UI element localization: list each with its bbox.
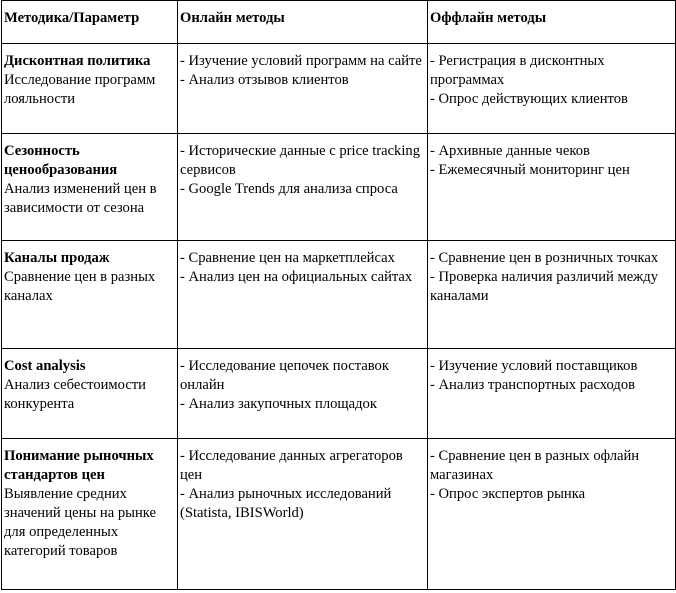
- online-methods-cell: [178, 439, 428, 590]
- header-online-methods: Онлайн методы: [178, 1, 428, 44]
- parameter-title: Сезонность ценообразования: [4, 143, 118, 178]
- online-method-item: - Исторические данные с price tracking сервисов: [180, 143, 421, 178]
- online-method-item: - Анализ рыночных исследований (Statista, IBISWorld): [180, 486, 392, 521]
- parameter-description: Выявление средних значений цены на рынке для определенных категорий товаров: [4, 486, 156, 559]
- offline-method-item: - Проверка наличия различий между каналами: [430, 269, 658, 304]
- parameter-description: Сравнение цен в разных каналах: [4, 269, 156, 304]
- online-method-item: - Изучение условий программ на сайте: [180, 53, 422, 69]
- online-methods-cell: [178, 44, 428, 134]
- parameter-title: Дисконтная политика: [4, 53, 151, 69]
- table-row: [2, 349, 676, 439]
- online-method-item: - Анализ закупочных площадок: [180, 396, 377, 412]
- parameter-cell: [2, 439, 178, 590]
- table-header-row: [2, 1, 676, 44]
- parameter-description: Анализ изменений цен в зависимости от сезона: [4, 181, 157, 216]
- online-method-item: - Google Trends для анализа спроса: [180, 181, 398, 197]
- parameter-title: Cost analysis: [4, 358, 86, 374]
- offline-method-item: - Анализ транспортных расходов: [430, 377, 636, 393]
- offline-method-item: - Изучение условий поставщиков: [430, 358, 638, 374]
- offline-methods-cell: [428, 349, 676, 439]
- header-offline-methods: Оффлайн методы: [428, 1, 676, 44]
- offline-method-item: - Архивные данные чеков: [430, 143, 590, 159]
- parameter-description: Исследование программ лояльности: [4, 72, 156, 107]
- parameter-title: Каналы продаж: [4, 250, 110, 266]
- offline-methods-cell: [428, 134, 676, 241]
- online-method-item: - Анализ отзывов клиентов: [180, 72, 349, 88]
- online-method-item: - Исследование данных агрегаторов цен: [180, 448, 403, 483]
- parameter-cell: [2, 134, 178, 241]
- online-method-item: - Анализ цен на официальных сайтах: [180, 269, 413, 285]
- table-row: [2, 134, 676, 241]
- offline-method-item: - Ежемесячный мониторинг цен: [430, 162, 630, 178]
- parameter-title: Понимание рыночных стандартов цен: [4, 448, 154, 483]
- parameter-description: Анализ себестоимости конкурента: [4, 377, 146, 412]
- offline-method-item: - Регистрация в дисконтных программах: [430, 53, 605, 88]
- table-row: [2, 44, 676, 134]
- parameter-cell: [2, 349, 178, 439]
- parameter-cell: [2, 44, 178, 134]
- table-row: [2, 439, 676, 590]
- offline-method-item: - Сравнение цен в розничных точках: [430, 250, 659, 266]
- offline-methods-cell: [428, 44, 676, 134]
- header-parameter: Методика/Параметр: [2, 1, 178, 44]
- offline-method-item: - Опрос экспертов рынка: [430, 486, 586, 502]
- online-methods-cell: [178, 241, 428, 349]
- online-methods-cell: [178, 134, 428, 241]
- offline-method-item: - Опрос действующих клиентов: [430, 91, 628, 107]
- methods-comparison-table: [1, 0, 676, 590]
- offline-methods-cell: [428, 439, 676, 590]
- parameter-cell: [2, 241, 178, 349]
- offline-method-item: - Сравнение цен в разных офлайн магазинах: [430, 448, 640, 483]
- offline-methods-cell: [428, 241, 676, 349]
- online-method-item: - Сравнение цен на маркетплейсах: [180, 250, 395, 266]
- table-row: [2, 241, 676, 349]
- online-method-item: - Исследование цепочек поставок онлайн: [180, 358, 389, 393]
- online-methods-cell: [178, 349, 428, 439]
